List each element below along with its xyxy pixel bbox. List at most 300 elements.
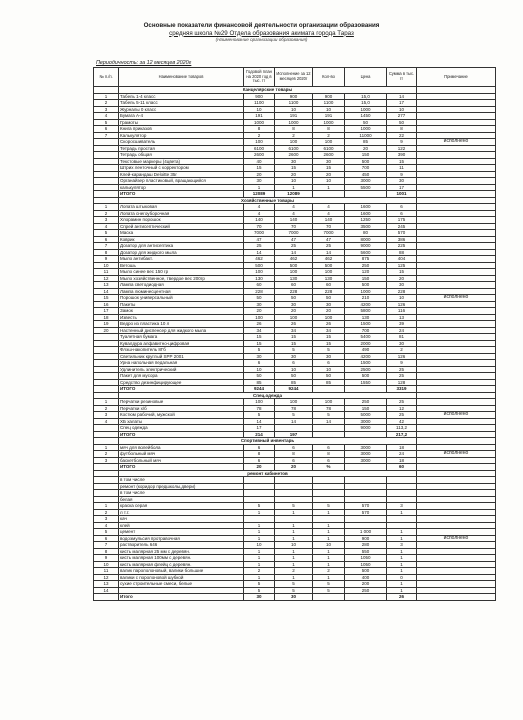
cell-sum: 122: [387, 145, 417, 152]
cell-qty: 25: [313, 243, 345, 250]
cell-plan: 2600: [244, 152, 275, 159]
cell-sum: 15: [387, 158, 417, 165]
cell-price: [345, 594, 387, 601]
cell-plan: 10: [244, 366, 275, 373]
cell-name: футбольный мяч: [119, 451, 244, 458]
cell-qty: 20: [313, 308, 345, 315]
cell-name: ремонт (коридор предшколы,двери): [119, 483, 244, 490]
cell-price: 550: [345, 548, 387, 555]
cell-exec: 70: [275, 223, 313, 230]
cell-name: Мыло антибакт.: [119, 256, 244, 263]
cell-sum: 88: [387, 249, 417, 256]
cell-name: Лампа люминесцентная: [119, 288, 244, 295]
cell-name: л т.т.: [119, 509, 244, 516]
col-header-qty: Кол-во: [313, 68, 345, 87]
cell-exec: 15: [275, 334, 313, 341]
cell-sum: 126: [387, 301, 417, 308]
cell-exec: 34: [275, 327, 313, 334]
cell-exec: 1: [275, 535, 313, 542]
cell-no: 10: [94, 262, 119, 269]
cell-price: 1250: [345, 217, 387, 224]
cell-plan: 5: [244, 347, 275, 354]
cell-no: 2: [94, 100, 119, 107]
cell-name: Светильник круглый SPP 2001: [119, 353, 244, 360]
cell-name: краска серая: [119, 503, 244, 510]
cell-exec: 30: [275, 301, 313, 308]
cell-plan: 4: [244, 204, 275, 211]
cell-sum: 12: [387, 405, 417, 412]
cell-qty: 1: [313, 184, 345, 191]
section-title: Спортивный инвентарь: [119, 438, 417, 445]
cell-sum: 3: [387, 542, 417, 549]
cell-qty: 900: [313, 93, 345, 100]
cell-plan: 20: [244, 308, 275, 315]
cell-name: водоэмульсия протравочная: [119, 535, 244, 542]
cell-exec: 100: [275, 269, 313, 276]
cell-sum: 26: [387, 594, 417, 601]
cell-qty: 100: [313, 314, 345, 321]
cell-no: 5: [94, 230, 119, 237]
cell-no: 12: [94, 574, 119, 581]
cell-name: Замок: [119, 308, 244, 315]
cell-exec: 1: [275, 574, 313, 581]
cell-qty: 6: [313, 457, 345, 464]
cell-qty: 34: [313, 327, 345, 334]
cell-plan: 8: [244, 126, 275, 133]
cell-no: 2: [94, 210, 119, 217]
cell-plan: 214: [244, 431, 275, 438]
cell-plan: 40: [244, 158, 275, 165]
cell-exec: 7000: [275, 230, 313, 237]
cell-price: 500: [345, 282, 387, 289]
cell-qty: 20: [313, 171, 345, 178]
cell-qty: 1: [313, 522, 345, 529]
cell-qty: 100: [313, 269, 345, 276]
cell-name: растворитель 646: [119, 542, 244, 549]
cell-price: 20: [345, 145, 387, 152]
cell-plan: 6: [244, 360, 275, 367]
cell-price: 15,0: [345, 100, 387, 107]
cell-no: 9: [94, 256, 119, 263]
cell-plan: 1: [244, 529, 275, 536]
cell-exec: 20: [275, 308, 313, 315]
cell-name: Тетрадь общая: [119, 152, 244, 159]
cell-exec: 100: [275, 139, 313, 146]
cell-qty: 4: [313, 204, 345, 211]
cell-qty: 26: [313, 321, 345, 328]
cell-no: 3: [94, 412, 119, 419]
cell-exec: 1: [275, 548, 313, 555]
cell-exec: 5: [275, 587, 313, 594]
cell-exec: 1: [275, 529, 313, 536]
cell-name: Флэш-накопитель 8Гб: [119, 347, 244, 354]
cell-sum: 30: [387, 340, 417, 347]
cell-exec: 50: [275, 295, 313, 302]
cell-qty: 6: [313, 444, 345, 451]
cell-plan: 228: [244, 288, 275, 295]
cell-exec: 8: [275, 126, 313, 133]
cell-plan: 5: [244, 587, 275, 594]
cell-price: 3000: [345, 451, 387, 458]
cell-plan: 4: [244, 210, 275, 217]
cell-plan: 5: [244, 412, 275, 419]
cell-exec: 2600: [275, 152, 313, 159]
cell-name: ХБ халаты: [119, 418, 244, 425]
cell-exec: 197: [275, 431, 313, 438]
cell-price: 250: [345, 262, 387, 269]
total-row: [94, 594, 496, 601]
cell-no: 3: [94, 516, 119, 523]
col-header-no: № п./п.: [94, 68, 119, 87]
cell-name: Средство дезинфицирующее: [119, 379, 244, 386]
cell-exec: 1: [275, 522, 313, 529]
cell-plan: 1: [244, 184, 275, 191]
cell-sum: 25: [387, 399, 417, 406]
cell-sum: 175: [387, 217, 417, 224]
cell-no: 8: [94, 548, 119, 555]
cell-name: Органайзер пластиковый, вращающийся: [119, 178, 244, 185]
cell-exec: 47: [275, 236, 313, 243]
cell-no: 11: [94, 568, 119, 575]
cell-no: 2: [94, 405, 119, 412]
cell-price: 4200: [345, 301, 387, 308]
cell-qty: 1: [313, 529, 345, 536]
cell-sum: 1001: [387, 191, 417, 198]
organization-caption: (Наименование организации образования): [215, 37, 308, 43]
cell-sum: 126: [387, 353, 417, 360]
report-header: [0, 22, 523, 42]
cell-no: 13: [94, 581, 119, 588]
cell-no: 5: [94, 529, 119, 536]
cell-name: Итого: [119, 594, 244, 601]
cell-exec: 5: [275, 503, 313, 510]
cell-sum: 6: [387, 204, 417, 211]
cell-no: 16: [94, 301, 119, 308]
organization-name: средняя школа №29 Отдела образования акимата города Тараз: [169, 29, 354, 37]
cell-sum: 1: [387, 509, 417, 516]
report-title: Основные показатели финансовой деятельности организации образования: [143, 22, 380, 29]
cell-name: Грамоты: [119, 119, 244, 126]
table-header-row: [94, 68, 496, 87]
cell-exec: 5: [275, 581, 313, 588]
cell-no: 7: [94, 542, 119, 549]
cell-price: 1450: [345, 113, 387, 120]
cell-sum: 9: [387, 139, 417, 146]
cell-exec: 20: [275, 464, 313, 471]
section-title: ремонт кабинетов: [119, 470, 417, 477]
cell-price: 150: [345, 152, 387, 159]
cell-plan: 9244: [244, 386, 275, 393]
cell-no: 1: [94, 444, 119, 451]
cell-plan: 20: [244, 464, 275, 471]
cell-plan: 1000: [244, 119, 275, 126]
cell-name: Пакеты: [119, 301, 244, 308]
cell-qty: 85: [313, 379, 345, 386]
cell-exec: 30: [275, 353, 313, 360]
cell-plan: 2: [244, 132, 275, 139]
cell-exec: 30: [275, 158, 313, 165]
cell-name: валики с поролоновой шубкой: [119, 574, 244, 581]
cell-sum: 390: [387, 152, 417, 159]
cell-price: 250: [345, 399, 387, 406]
cell-qty: 2: [313, 132, 345, 139]
cell-price: 85: [345, 139, 387, 146]
cell-name: Тетрадь простая: [119, 145, 244, 152]
cell-sum: 50: [387, 119, 417, 126]
cell-no: 4: [94, 113, 119, 120]
cell-name: Настенный диспенсер для жидкого мыла: [119, 327, 244, 334]
cell-exec: 10: [275, 542, 313, 549]
cell-price: 570: [345, 503, 387, 510]
financial-table: [93, 67, 496, 601]
cell-name: в том числе: [119, 490, 244, 497]
cell-plan: 34: [244, 327, 275, 334]
cell-name: Клей-карандаш Deloitte 35г: [119, 171, 244, 178]
cell-sum: 0: [387, 574, 417, 581]
cell-qty: 60: [313, 282, 345, 289]
cell-exec: 50: [275, 373, 313, 380]
cell-sum: 24: [387, 327, 417, 334]
cell-plan: 50: [244, 295, 275, 302]
cell-price: 1050: [345, 555, 387, 562]
cell-name: Кувалдура алфавитно-цифровая: [119, 340, 244, 347]
cell-qty: 1: [313, 574, 345, 581]
cell-name: ИТОГО: [119, 431, 244, 438]
cell-exec: 6: [275, 457, 313, 464]
cell-qty: 8: [313, 126, 345, 133]
cell-price: 3000: [345, 418, 387, 425]
cell-price: 4200: [345, 353, 387, 360]
cell-sum: 128: [387, 379, 417, 386]
cell-plan: 30: [244, 594, 275, 601]
cell-plan: 30: [244, 353, 275, 360]
cell-exec: 1100: [275, 100, 313, 107]
cell-qty: 30: [313, 301, 345, 308]
cell-sum: 18: [387, 444, 417, 451]
col-header-name: Наименование товаров: [119, 68, 244, 87]
cell-name: Табель 1-4 класс: [119, 93, 244, 100]
cell-sum: 13: [387, 314, 417, 321]
cell-sum: 217,2: [387, 431, 417, 438]
cell-qty: 100: [313, 399, 345, 406]
cell-qty: 1: [313, 548, 345, 555]
period-label: Периодичность: за 12 месяцев 2020г: [96, 60, 192, 66]
cell-name: Табель 5-11 класс: [119, 100, 244, 107]
cell-plan: 15: [244, 334, 275, 341]
cell-qty: 14: [313, 249, 345, 256]
cell-qty: 2600: [313, 152, 345, 159]
cell-name: Калькулятор: [119, 132, 244, 139]
cell-name: Костюм рабочий, мужской: [119, 412, 244, 419]
cell-price: 1050: [345, 561, 387, 568]
cell-sum: 2: [387, 347, 417, 354]
cell-qty: 1100: [313, 100, 345, 107]
cell-price: 15,0: [345, 93, 387, 100]
cell-plan: 20: [244, 171, 275, 178]
cell-price: 5600: [345, 249, 387, 256]
cell-qty: 14: [313, 418, 345, 425]
cell-exec: 6: [275, 444, 313, 451]
cell-price: 11000: [345, 132, 387, 139]
cell-plan: 100: [244, 139, 275, 146]
cell-price: 3500: [345, 223, 387, 230]
cell-no: 4: [94, 223, 119, 230]
col-header-exec: Исполнение за 12 месяцев 2020г: [275, 68, 313, 87]
cell-price: 500: [345, 373, 387, 380]
cell-sum: 1: [387, 548, 417, 555]
cell-plan: 100: [244, 269, 275, 276]
cell-no: 8: [94, 249, 119, 256]
cell-qty: 5: [313, 347, 345, 354]
cell-price: 1000: [345, 106, 387, 113]
cell-name: Туалетная бумага: [119, 334, 244, 341]
cell-price: 280: [345, 542, 387, 549]
cell-name: кисть малярная 100мм с деревян.: [119, 555, 244, 562]
cell-plan: 130: [244, 275, 275, 282]
cell-price: 130: [345, 314, 387, 321]
cell-exec: 78: [275, 405, 313, 412]
cell-no: 6: [94, 535, 119, 542]
cell-plan: 12089: [244, 191, 275, 198]
cell-plan: 10: [244, 106, 275, 113]
cell-sum: 25: [387, 373, 417, 380]
cell-qty: 228: [313, 288, 345, 295]
cell-exec: 15: [275, 340, 313, 347]
cell-plan: 900: [244, 93, 275, 100]
cell-qty: 15: [313, 165, 345, 172]
cell-qty: 1: [313, 509, 345, 516]
cell-sum: 1: [387, 587, 417, 594]
cell-name: калькулятор: [119, 184, 244, 191]
cell-qty: 1: [313, 535, 345, 542]
cell-exec: 10: [275, 106, 313, 113]
cell-name: ИТОГО: [119, 464, 244, 471]
cell-exec: 6: [275, 360, 313, 367]
cell-exec: 462: [275, 256, 313, 263]
cell-exec: 14: [275, 249, 313, 256]
cell-price: 500: [345, 158, 387, 165]
cell-price: 5400: [345, 334, 387, 341]
cell-no: 3: [94, 106, 119, 113]
cell-qty: %: [313, 464, 345, 471]
cell-sum: 245: [387, 223, 417, 230]
cell-exec: 140: [275, 217, 313, 224]
cell-sum: 10: [387, 106, 417, 113]
cell-name: клей: [119, 522, 244, 529]
cell-plan: 15: [244, 165, 275, 172]
cell-qty: 10: [313, 366, 345, 373]
cell-note: [417, 594, 496, 601]
cell-no: [94, 594, 119, 601]
cell-sum: 20: [387, 275, 417, 282]
cell-price: 200: [345, 581, 387, 588]
cell-plan: 1: [244, 548, 275, 555]
section-title: Хозяйственные товары: [119, 197, 417, 204]
cell-no: 6: [94, 126, 119, 133]
cell-exec: 6100: [275, 145, 313, 152]
cell-price: 400: [345, 574, 387, 581]
cell-sum: 277: [387, 113, 417, 120]
cell-plan: 7000: [244, 230, 275, 237]
cell-exec: 10: [275, 178, 313, 185]
cell-sum: 25: [387, 412, 417, 419]
cell-name: Спец одежда: [119, 425, 244, 432]
cell-price: 1500: [345, 360, 387, 367]
cell-exec: 1: [275, 509, 313, 516]
cell-plan: 500: [244, 262, 275, 269]
cell-plan: 6: [244, 444, 275, 451]
cell-no: 2: [94, 509, 119, 516]
cell-exec: 20: [275, 171, 313, 178]
cell-qty: 500: [313, 262, 345, 269]
cell-no: 14: [94, 587, 119, 594]
cell-exec: 9244: [275, 386, 313, 393]
cell-sum: 17: [387, 184, 417, 191]
cell-sum: 125: [387, 262, 417, 269]
cell-qty: 100: [313, 139, 345, 146]
cell-qty: 1: [313, 555, 345, 562]
cell-name: Удлинитель электрический: [119, 366, 244, 373]
cell-no: 1: [94, 93, 119, 100]
cell-name: Ведро из пластика 10 л: [119, 321, 244, 328]
cell-price: 250: [345, 587, 387, 594]
cell-sum: 1: [387, 561, 417, 568]
cell-plan: 25: [244, 243, 275, 250]
cell-price: 80: [345, 230, 387, 237]
cell-plan: 140: [244, 217, 275, 224]
cell-qty: 6: [313, 360, 345, 367]
cell-exec: 100: [275, 399, 313, 406]
cell-no: 1: [94, 503, 119, 510]
cell-qty: 30: [313, 353, 345, 360]
cell-no: 3: [94, 217, 119, 224]
cell-plan: 17: [244, 425, 275, 432]
cell-plan: 191: [244, 113, 275, 120]
cell-plan: 5: [244, 581, 275, 588]
cell-plan: 1: [244, 522, 275, 529]
cell-sum: 39: [387, 321, 417, 328]
cell-name: Пакет для мусора: [119, 373, 244, 380]
cell-plan: 60: [244, 282, 275, 289]
cell-sum: 6: [387, 210, 417, 217]
cell-price: 150: [345, 405, 387, 412]
cell-no: 4: [94, 418, 119, 425]
cell-exec: 15: [275, 165, 313, 172]
cell-name: Перчатки резиновые: [119, 399, 244, 406]
cell-qty: 47: [313, 236, 345, 243]
cell-sum: 1: [387, 529, 417, 536]
cell-name: Перчатки х/б: [119, 405, 244, 412]
cell-no: 15: [94, 295, 119, 302]
cell-name: Дозатор для жидкого мыла: [119, 249, 244, 256]
cell-price: 150: [345, 275, 387, 282]
section-title: Спец.одежда: [119, 392, 417, 399]
cell-exec: 4: [275, 204, 313, 211]
cell-sum: 1: [387, 568, 417, 575]
cell-name: баскетбольный мяч: [119, 457, 244, 464]
cell-no: 12: [94, 275, 119, 282]
cell-plan: 1100: [244, 100, 275, 107]
cell-qty: 5: [313, 503, 345, 510]
cell-note: исполнено: [417, 451, 496, 458]
cell-sum: 8: [387, 126, 417, 133]
col-header-price: Цена: [345, 68, 387, 87]
cell-qty: 50: [313, 373, 345, 380]
cell-sum: 3319: [387, 386, 417, 393]
col-header-plan: Годовой план на 2020 год в тыс. тг: [244, 68, 275, 87]
cell-exec: 100: [275, 314, 313, 321]
cell-qty: 15: [313, 340, 345, 347]
